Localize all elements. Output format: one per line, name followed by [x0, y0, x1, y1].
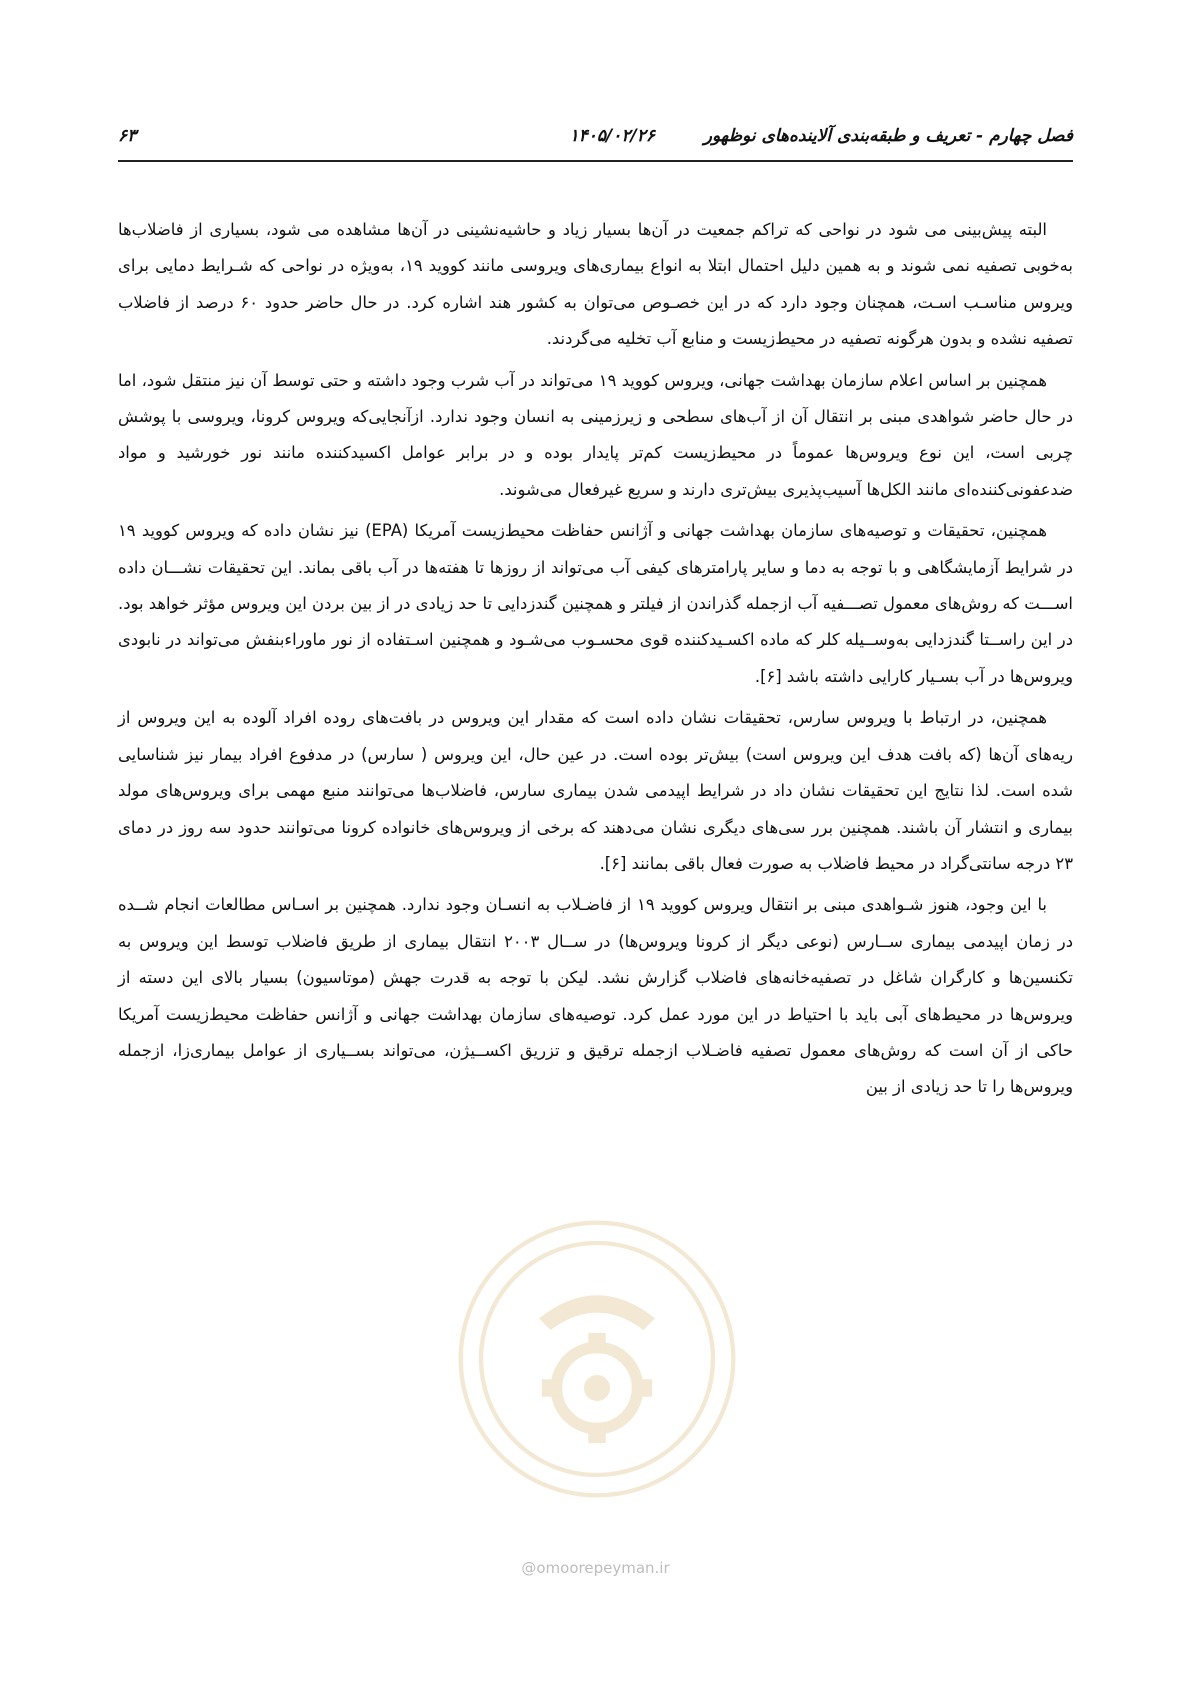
header-divider — [118, 160, 1073, 162]
watermark-url: @omoorepeyman.ir — [521, 1559, 670, 1577]
page-header — [118, 126, 1073, 156]
body-text — [118, 212, 1073, 1111]
chapter-title: فصل چهارم - تعریف و طبقه‌بندی آلاینده‌های نوظهور — [703, 126, 1073, 146]
header-date: ۱۴۰۵/۰۲/۲۶ — [569, 126, 655, 146]
page-number: ۶۳ — [118, 126, 137, 146]
paragraph: همچنین، تحقیقات و توصیه‌های سازمان بهداشت جهانی و آژانس حفاظت محیط‌زیست آمریکا (EPA) نیز نشان داده که ویروس کووید ۱۹ در شرایط آزمایشگاهی و با توجه به دما و سایر پارامترهای کیفی آب می‌تواند از روزها تا هفته‌ها در آب باقی بماند. این تحقیقات نشـــان داده اســـت که روش‌های معمول تصـــفیه آب ازجمله گذراندن از فیلتر و همچنین گندزدایی تا حد زیادی در از بین بردن این ویروس مؤثر خواهد بود. در این راســتا گندزدایی به‌وســیله کلر که ماده اکسـیدکننده قوی محسـوب می‌شـود و همچنین اسـتفاده از نور ماوراءبنفش می‌تواند در نابودی ویروس‌ها در آب بسـیار کارایی داشته باشد [۶]. — [118, 521, 1073, 686]
paragraph: همچنین، در ارتباط با ویروس سارس، تحقیقات نشان داده است که مقدار این ویروس در بافت‌های روده افراد آلوده به این ویروس از ریه‌های آن‌ها (که بافت هدف این ویروس است) بیش‌تر بوده است. در عین حال، این ویروس ( سارس) در مدفوع افراد بیمار نیز شناسایی شده است. لذا نتایج این تحقیقات نشان داد در شرایط اپیدمی شدن بیماری سارس، فاضلاب‌ها می‌توانند منبع مهمی برای ویروس‌های مولد بیماری و انتشار آن باشند. همچنین برر سی‌های دیگری نشان می‌دهند که برخی از ویروس‌های خانواده کرونا می‌توانند حدود سه روز در دمای ۲۳ درجه سانتی‌گراد در محیط فاضلاب به صورت فعال باقی بمانند [۶]. — [118, 708, 1073, 873]
publisher-seal-watermark-icon — [452, 1214, 742, 1504]
paragraph: همچنین بر اساس اعلام سازمان بهداشت جهانی، ویروس کووید ۱۹ می‌تواند در آب شرب وجود داشته و حتی توسط آن نیز منتقل شود، اما در حال حاضر شواهدی مبنی بر انتقال آن از آب‌های سطحی و زیرزمینی به انسان وجود ندارد. ازآنجایی‌که ویروس کرونا، ویروسی با پوشش چربی است، این نوع ویروس‌ها عموماً در محیط‌زیست کم‌تر پایدار بوده و در برابر عوامل اکسیدکننده مانند نور خورشید و مواد ضدعفونی‌کننده‌ای مانند الکل‌ها آسیب‌پذیری بیش‌تری دارند و سریع غیرفعال می‌شوند. — [118, 370, 1073, 499]
paragraph: با این وجود، هنوز شـواهدی مبنی بر انتقال ویروس کووید ۱۹ از فاضـلاب به انسـان وجود ندارد. همچنین بر اسـاس مطالعات انجام شــده در زمان اپیدمی بیماری ســارس (نوعی دیگر از کرونا ویروس‌ها) در ســال ۲۰۰۳ انتقال بیماری از طریق فاضلاب توسط این ویروس به تکنسین‌ها و کارگران شاغل در تصفیه‌خانه‌های فاضلاب گزارش نشد. لیکن با توجه به قدرت جهش (موتاسیون) بسیار بالای این دسته از ویروس‌ها در محیط‌های آبی باید با احتیاط در این مورد عمل کرد. توصیه‌های سازمان بهداشت جهانی و آژانس حفاظت محیط‌زیست آمریکا حاکی از آن است که روش‌های معمول تصفیه فاضـلاب ازجمله ترقیق و تزریق اکســیژن، می‌تواند بســیاری از عوامل بیماری‌زا، ازجمله ویروس‌ها را تا حد زیادی از بین — [118, 895, 1073, 1097]
paragraph: البته پیش‌بینی می شود در نواحی که تراکم جمعیت در آن‌ها بسیار زیاد و حاشیه‌نشینی در آن‌ها مشاهده می شود، بسیاری از فاضلاب‌ها به‌خوبی تصفیه نمی شوند و به همین دلیل احتمال ابتلا به انواع بیماری‌های ویروسی مانند کووید ۱۹، به‌ویژه در نواحی که شـرایط دمایی برای ویروس مناسـب اسـت، همچنان وجود دارد که در این خصـوص می‌توان به کشور هند اشاره کرد. در حال حاضر حدود ۶۰ درصد از فاضلاب تصفیه نشده و بدون هرگونه تصفیه در محیط‌زیست و منابع آب تخلیه می‌گردند. — [118, 220, 1073, 349]
